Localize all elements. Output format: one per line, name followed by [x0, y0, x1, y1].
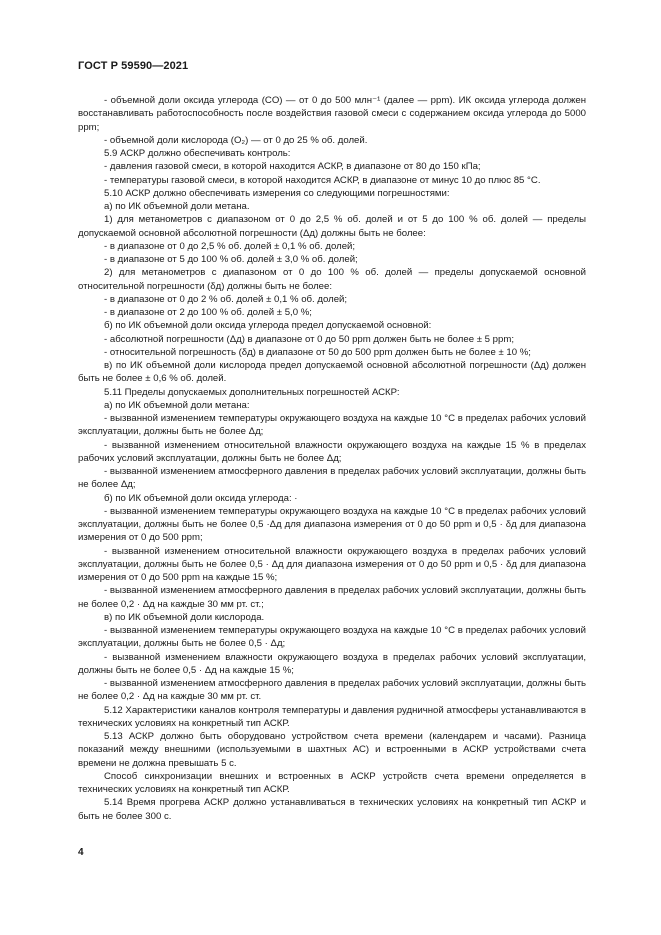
paragraph: 1) для метанометров с диапазоном от 0 до 2,5 % об. долей и от 5 до 100 % об. долей — пределы допускаемой основной абсолютной погрешности (Δд) должны быть не более:: [78, 214, 586, 239]
paragraph: - вызванной изменением атмосферного давления в пределах рабочих условий эксплуатации, должны быть не более Δд;: [78, 466, 586, 491]
paragraph: 5.14 Время прогрева АСКР должно устанавливаться в технических условиях на конкретный тип АСКР и быть не более 300 с.: [78, 797, 586, 822]
paragraph: - вызванной изменением температуры окружающего воздуха на каждые 10 °С в пределах рабочих условий эксплуатации, должны быть не более Δд;: [78, 413, 586, 438]
page-number: 4: [78, 847, 84, 858]
paragraph: - в диапазоне от 5 до 100 % об. долей ± 3,0 % об. долей;: [104, 254, 358, 265]
document-body: [78, 94, 586, 823]
standard-header: ГОСТ Р 59590—2021: [78, 60, 189, 72]
paragraph: - в диапазоне от 2 до 100 % об. долей ± 5,0 %;: [104, 307, 312, 318]
paragraph: б) по ИК объемной доли оксида углерода предел допускаемой основной:: [104, 320, 432, 332]
paragraph: в) по ИК объемной доли кислорода предел допускаемой основной абсолютной погрешности (Δд) должен быть не более ± 0,6 % об. долей.: [78, 360, 586, 385]
paragraph: - вызванной изменением температуры окружающего воздуха на каждые 10 °С в пределах рабочих условий эксплуатации, должны быть не более 0,5 · Δд;: [78, 625, 586, 650]
paragraph: 5.12 Характеристики каналов контроля температуры и давления рудничной атмосферы устанавливаются в технических условиях на конкретный тип АСКР.: [78, 704, 586, 729]
paragraph: 2) для метанометров с диапазоном от 0 до 100 % об. долей — пределы допускаемой основной относительной погрешности (δд) должны быть не более:: [78, 267, 586, 292]
paragraph: в) по ИК объемной доли кислорода.: [104, 611, 265, 623]
paragraph: - объемной доли оксида углерода (CO) — от 0 до 500 млн⁻¹ (далее — ppm). ИК оксида углерода должен восстанавливать работоспособность после воздействия газовой смеси с содержанием оксида углерода до 5000 ppm;: [78, 95, 586, 133]
paragraph: 5.10 АСКР должно обеспечивать измерения со следующими погрешностями:: [104, 187, 450, 199]
paragraph: - относительной погрешность (δд) в диапазоне от 50 до 500 ppm должен быть не более ± 10 %;: [104, 346, 531, 358]
paragraph: - в диапазоне от 0 до 2,5 % об. долей ± 0,1 % об. долей;: [104, 240, 356, 252]
paragraph: - вызванной изменением относительной влажности окружающего воздуха в пределах рабочих условий эксплуатации, должны быть не более 0,5 · Δд для диапазона измерения от 0 до 50 ppm и 0,5 · δд для диапазона измерения от 0 до 500 ppm на каждые 15 %;: [78, 545, 586, 583]
paragraph: а) по ИК объемной доли метана:: [104, 399, 250, 411]
paragraph: - давления газовой смеси, в которой находится АСКР, в диапазоне от 80 до 150 кПа;: [104, 161, 481, 173]
paragraph: 5.11 Пределы допускаемых дополнительных погрешностей АСКР:: [104, 386, 400, 398]
paragraph: - вызванной изменением влажности окружающего воздуха в пределах рабочих условий эксплуатации, должны быть не более 0,5 · Δд на каждые 15 %;: [78, 651, 586, 676]
paragraph: Способ синхронизации внешних и встроенных в АСКР устройств счета времени определяется в технических условиях на конкретный тип АСКР.: [78, 770, 586, 795]
paragraph: б) по ИК объемной доли оксида углерода: ·: [104, 492, 298, 504]
paragraph: - в диапазоне от 0 до 2 % об. долей ± 0,1 % об. долей;: [104, 293, 348, 305]
paragraph: а) по ИК объемной доли метана.: [104, 201, 250, 212]
paragraph: - вызванной изменением относительной влажности окружающего воздуха на каждые 15 % в пределах рабочих условий эксплуатации, должны быть не более Δд;: [78, 439, 586, 464]
paragraph: - вызванной изменением атмосферного давления в пределах рабочих условий эксплуатации, должны быть не более 0,2 · Δд на каждые 30 мм рт. ст.: [78, 678, 586, 703]
paragraph: - вызванной изменением температуры окружающего воздуха на каждые 10 °С в пределах рабочих условий эксплуатации, должны быть не более 0,5 ·Δд для диапазона измерения от 0 до 50 ppm и 0,5 · δд для диапазона измерения от 0 до 500 ppm;: [78, 505, 586, 544]
paragraph: - объемной доли кислорода (O₂) — от 0 до 25 % об. долей.: [104, 134, 368, 146]
paragraph: 5.9 АСКР должно обеспечивать контроль:: [104, 148, 291, 159]
paragraph: - вызванной изменением атмосферного давления в пределах рабочих условий эксплуатации, должны быть не более 0,2 · Δд на каждые 30 мм рт. ст.;: [78, 585, 586, 610]
paragraph: 5.13 АСКР должно быть оборудовано устройством счета времени (календарем и часами). Разница показаний между внешними (используемыми в шахтных АС) и встроенными в АСКР устройствами счета времени не должна превышать 5 с.: [78, 731, 586, 769]
paragraph: - температуры газовой смеси, в которой находится АСКР, в диапазоне от минус 10 до плюс 85 °С.: [104, 174, 541, 186]
paragraph: - абсолютной погрешности (Δд) в диапазоне от 0 до 50 ppm должен быть не более ± 5 ppm;: [104, 333, 515, 345]
